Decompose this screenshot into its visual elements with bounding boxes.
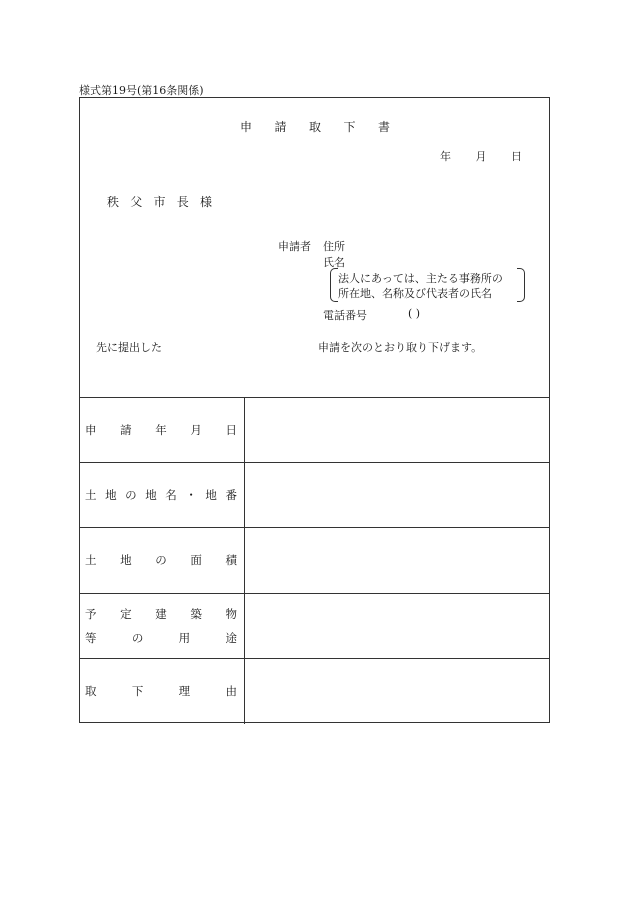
table-row (79, 398, 550, 463)
row-label-char: 由 (225, 684, 237, 699)
addressee-char: 市 (153, 195, 166, 209)
intro-text-right: 申請を次のとおり取り下げます。 (318, 341, 483, 354)
row-value-field[interactable] (245, 463, 550, 527)
row-label-char: 築 (190, 606, 202, 621)
row-value-field[interactable] (245, 398, 550, 462)
addressee (107, 193, 212, 210)
row-label-char: 取 (85, 684, 97, 699)
corporate-note (330, 268, 525, 302)
row-label-line (85, 548, 237, 572)
row-label-char: 地 (120, 553, 132, 568)
row-label-line (85, 626, 237, 650)
right-bracket (517, 268, 525, 302)
name-label: 氏名 (323, 256, 345, 269)
row-label-line (85, 483, 237, 507)
phone-parentheses: ( ) (408, 307, 421, 320)
row-label (79, 594, 245, 658)
left-bracket (330, 268, 338, 302)
addressee-char: 長 (176, 195, 189, 209)
year-char: 年 (440, 150, 451, 163)
row-label-char: の (131, 630, 144, 645)
row-label-char: 物 (225, 606, 237, 621)
row-label-char: 面 (190, 553, 202, 568)
row-label-char: 理 (178, 684, 191, 699)
row-label-line (85, 679, 237, 703)
table-row (79, 528, 550, 593)
addressee-char: 様 (199, 195, 212, 209)
title-char: 下 (343, 120, 356, 134)
row-label-char: 月 (190, 423, 202, 438)
row-label-char: 用 (178, 630, 191, 645)
phone-label: 電話番号 (323, 309, 367, 322)
row-label-char: 建 (155, 606, 167, 621)
address-label: 住所 (323, 240, 345, 253)
form-number: 様式第19号(第16条関係) (79, 84, 204, 97)
row-label-char: 下 (131, 684, 144, 699)
row-label (79, 463, 245, 527)
detail-table (79, 397, 550, 723)
addressee-char: 父 (130, 195, 143, 209)
table-row (79, 463, 550, 528)
corporate-note-line: 法人にあっては、主たる事務所の (338, 272, 503, 285)
row-label (79, 528, 245, 592)
row-label-char: 積 (225, 553, 237, 568)
row-label-char: 年 (155, 423, 167, 438)
document-title (240, 118, 390, 135)
row-label-line (85, 602, 237, 626)
row-label-char: 定 (120, 606, 132, 621)
row-value-field[interactable] (245, 528, 550, 592)
row-label-char: 予 (85, 606, 97, 621)
applicant-label: 申請者 (278, 240, 311, 253)
corporate-note-line: 所在地、名称及び代表者の氏名 (338, 287, 492, 300)
row-label-char: 請 (120, 423, 132, 438)
date-line (440, 148, 522, 164)
row-label-char: 土 (85, 488, 97, 503)
row-value-field[interactable] (245, 659, 550, 724)
title-char: 書 (377, 120, 390, 134)
table-row (79, 594, 550, 659)
title-char: 申 (240, 120, 253, 134)
row-label-char: 地 (205, 488, 217, 503)
title-char: 取 (308, 120, 321, 134)
day-char: 日 (511, 150, 522, 163)
row-label-char: の (155, 553, 167, 568)
table-row (79, 659, 550, 724)
row-label-char: 途 (225, 630, 237, 645)
row-label-char: 申 (85, 423, 97, 438)
title-char: 請 (274, 120, 287, 134)
row-label-char: ・ (185, 488, 197, 503)
row-label-char: 地 (145, 488, 157, 503)
row-label (79, 398, 245, 462)
row-label-char: 番 (225, 488, 237, 503)
row-label-char: 土 (85, 553, 97, 568)
addressee-char: 秩 (107, 195, 120, 209)
row-label-line (85, 418, 237, 442)
row-label (79, 659, 245, 724)
month-char: 月 (475, 150, 487, 163)
row-label-char: 日 (225, 423, 237, 438)
row-label-char: の (125, 488, 137, 503)
row-value-field[interactable] (245, 594, 550, 658)
row-label-char: 等 (85, 630, 97, 645)
row-label-char: 名 (165, 488, 177, 503)
intro-text-left: 先に提出した (96, 341, 162, 354)
row-label-char: 地 (105, 488, 117, 503)
